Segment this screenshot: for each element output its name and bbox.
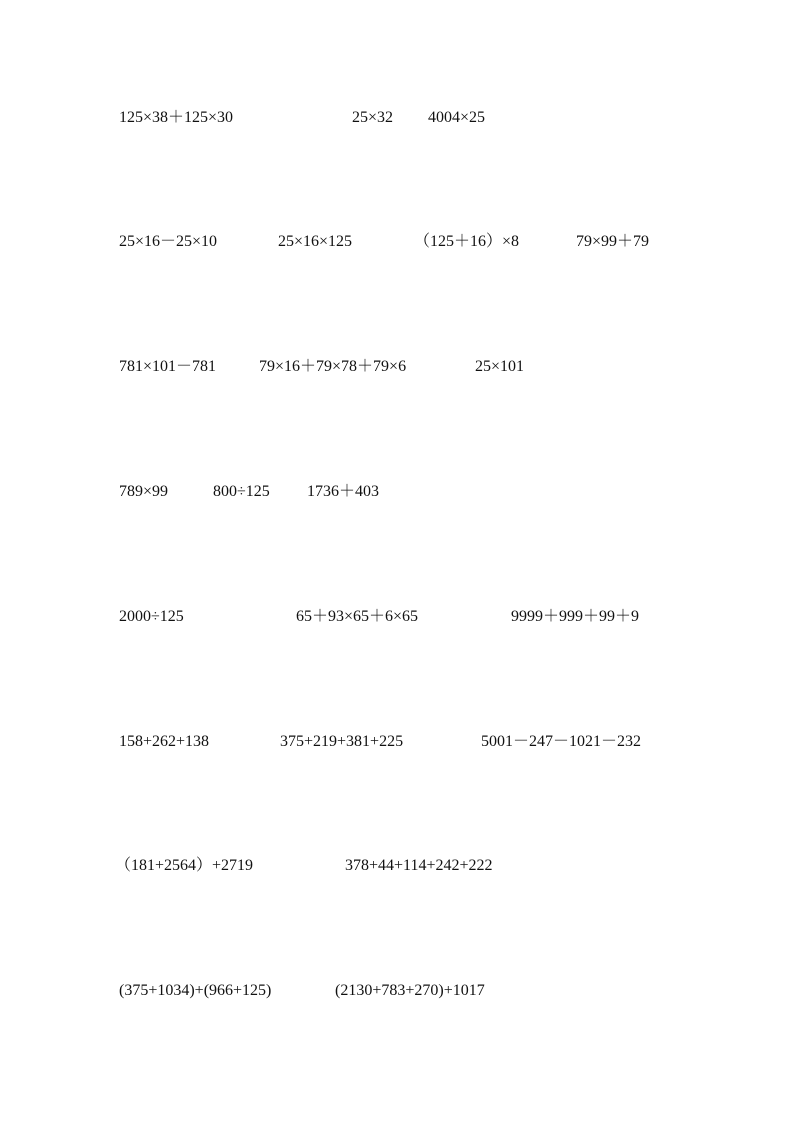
math-problem: 125×38＋125×30: [119, 109, 234, 126]
math-problem: 800÷125: [213, 483, 270, 500]
math-problem: （181+2564）+2719: [115, 857, 254, 874]
math-problem: 158+262+138: [119, 733, 210, 750]
math-problem: 9999＋999＋99＋9: [511, 608, 640, 625]
math-problem: 79×99＋79: [576, 233, 650, 250]
math-problem: 25×32: [352, 109, 394, 126]
math-problem: 25×16－25×10: [119, 233, 218, 250]
math-problem: 79×16＋79×78＋79×6: [259, 358, 407, 375]
math-problem: 789×99: [119, 483, 169, 500]
math-problem: 1736＋403: [307, 483, 380, 500]
math-problem: 65＋93×65＋6×65: [296, 608, 419, 625]
problem-row-5: [0, 605, 794, 629]
problem-row-2: [0, 230, 794, 254]
problem-row-7: [0, 854, 794, 878]
math-problem: 5001－247－1021－232: [481, 733, 642, 750]
math-problem: 781×101－781: [119, 358, 217, 375]
math-problem: (2130+783+270)+1017: [335, 982, 485, 999]
problem-row-3: [0, 355, 794, 379]
math-problem: (375+1034)+(966+125): [119, 982, 272, 999]
math-problem: （125＋16）×8: [414, 233, 520, 250]
math-problem: 375+219+381+225: [280, 733, 404, 750]
math-problem: 25×16×125: [278, 233, 353, 250]
problem-row-1: [0, 106, 794, 130]
problem-row-6: [0, 730, 794, 754]
math-problem: 25×101: [475, 358, 525, 375]
problem-row-4: [0, 480, 794, 504]
math-problem: 4004×25: [428, 109, 486, 126]
math-problem: 2000÷125: [119, 608, 184, 625]
math-problem: 378+44+114+242+222: [345, 857, 493, 874]
problem-row-8: [0, 979, 794, 1003]
